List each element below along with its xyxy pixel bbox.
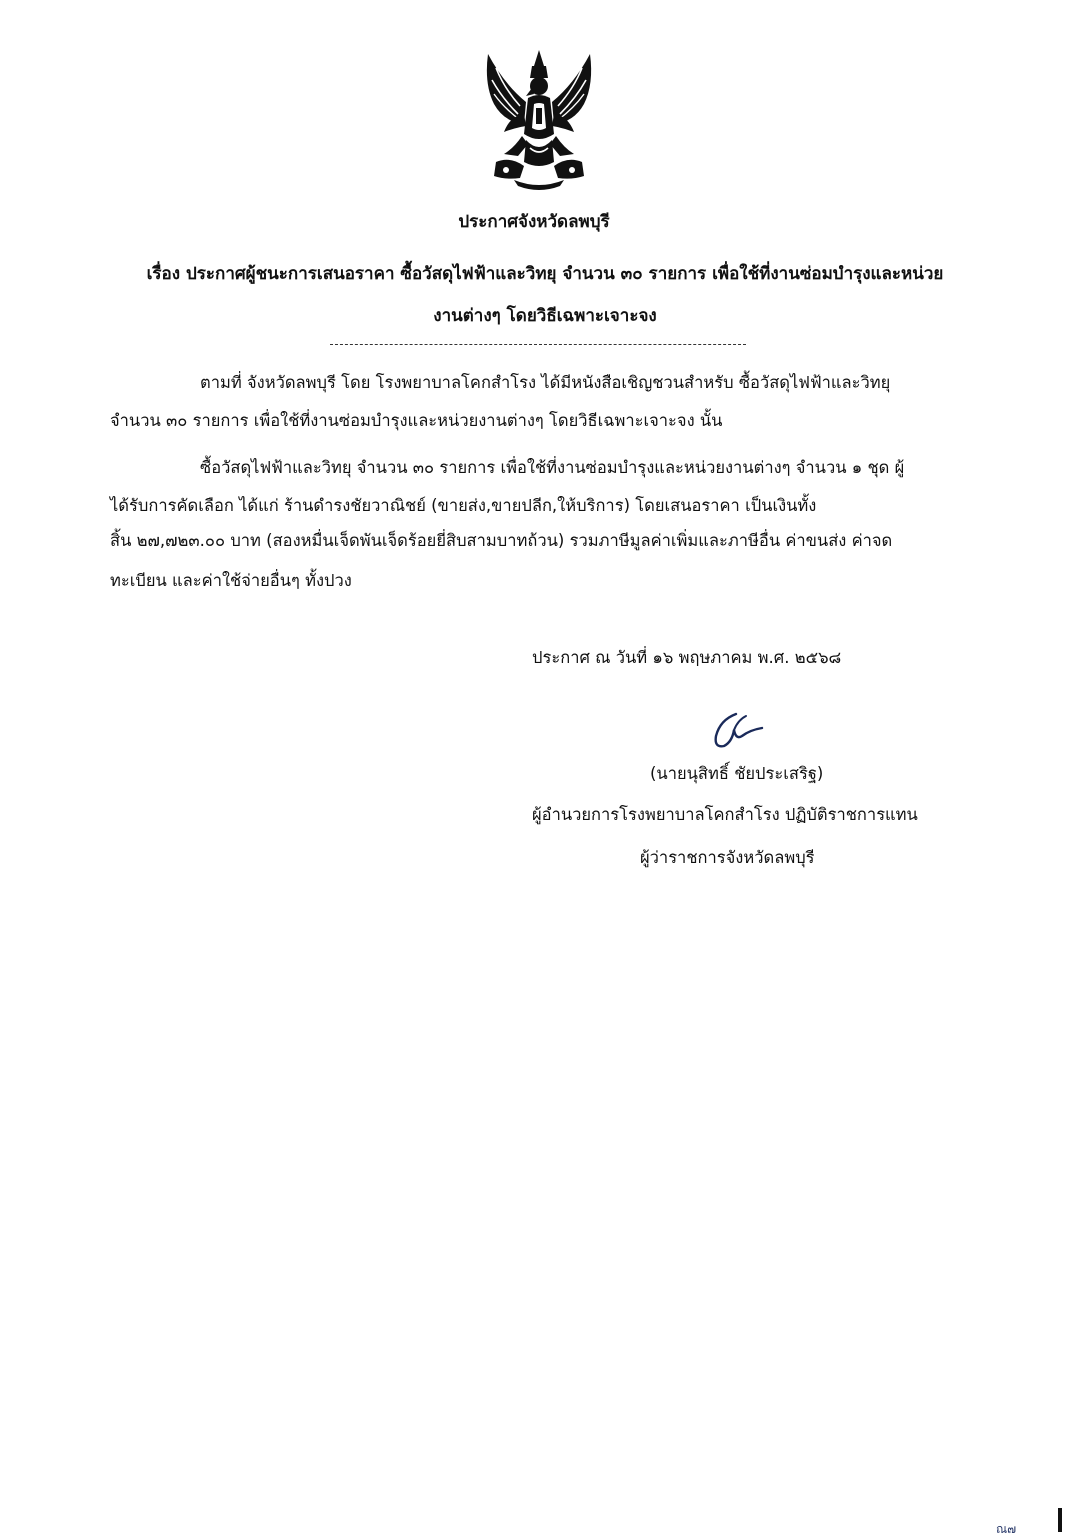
subject-line-2: งานต่างๆ โดยวิธีเฉพาะเจาะจง [433, 306, 657, 326]
signature-icon [706, 706, 770, 756]
signatory-position-1: ผู้อำนวยการโรงพยาบาลโคกสำโรง ปฏิบัติราชการแทน [532, 805, 918, 824]
paragraph-1-line-2: จำนวน ๓๐ รายการ เพื่อใช้ที่งานซ่อมบำรุงและหน่วยงานต่างๆ โดยวิธีเฉพาะเจาะจง นั้น [110, 411, 723, 430]
paragraph-2-line-2: ได้รับการคัดเลือก ได้แก่ ร้านดำรงชัยวาณิชย์ (ขายส่ง,ขายปลีก,ให้บริการ) โดยเสนอราคา เป็นเงินทั้ง [110, 496, 817, 515]
document-title: ประกาศจังหวัดลพบุรี [458, 212, 610, 232]
garuda-emblem-icon [474, 44, 604, 194]
paragraph-2-line-1: ซื้อวัสดุไฟฟ้าและวิทยุ จำนวน ๓๐ รายการ เพื่อใช้ที่งานซ่อมบำรุงและหน่วยงานต่างๆ จำนวน ๑ ชุด ผู้ [200, 458, 905, 477]
paragraph-2-line-3: สิ้น ๒๗,๗๒๓.๐๐ บาท (สองหมื่นเจ็ดพันเจ็ดร้อยยี่สิบสามบาทถ้วน) รวมภาษีมูลค่าเพิ่มและภาษีอื่น ค่าขนส่ง ค่าจด [110, 531, 893, 550]
document-subject [110, 253, 980, 337]
paragraph-2-line-4: ทะเบียน และค่าใช้จ่ายอื่นๆ ทั้งปวง [110, 571, 352, 590]
edge-mark [1058, 1508, 1062, 1532]
paragraph-1-line-1: ตามที่ จังหวัดลพบุรี โดย โรงพยาบาลโคกสำโรง ได้มีหนังสือเชิญชวนสำหรับ ซื้อวัสดุไฟฟ้าและวิทยุ [200, 373, 891, 392]
announcement-date: ประกาศ ณ วันที่ ๑๖ พฤษภาคม พ.ศ. ๒๕๖๘ [532, 648, 842, 667]
subject-line-1: เรื่อง ประกาศผู้ชนะการเสนอราคา ซื้อวัสดุไฟฟ้าและวิทยุ จำนวน ๓๐ รายการ เพื่อใช้ที่งานซ่อมบำรุงและหน่วย [146, 264, 944, 284]
signatory-position-2: ผู้ว่าราชการจังหวัดลพบุรี [640, 848, 815, 867]
corner-mark: ณ๗ [996, 1522, 1017, 1536]
divider-line [330, 344, 746, 345]
signatory-name: (นายนุสิทธิ์ ชัยประเสริฐ) [650, 764, 824, 783]
